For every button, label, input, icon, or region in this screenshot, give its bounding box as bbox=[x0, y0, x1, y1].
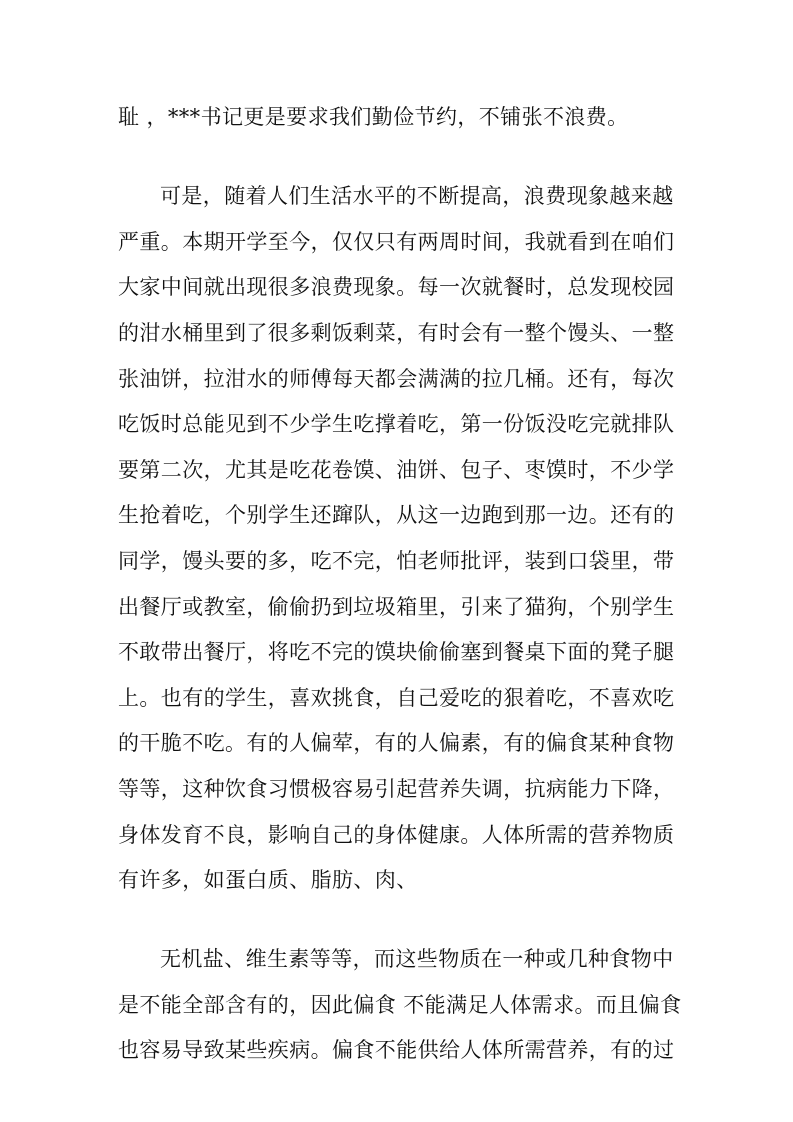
text-line: 耻 ，***书记更是要求我们勤俭节约，不铺张不浪费。 bbox=[118, 105, 629, 129]
text-line: 吃饭时总能见到不少学生吃撑着吃，第一份饭没吃完就排队 bbox=[118, 412, 675, 436]
text-line: 大家中间就出现很多浪费现象。每一次就餐时，总发现校园 bbox=[118, 275, 675, 299]
text-line: 出餐厅或教室，偷偷扔到垃圾箱里，引来了猫狗，个别学生 bbox=[118, 595, 675, 619]
text-line: 可是，随着人们生活水平的不断提高，浪费现象越来越 bbox=[160, 184, 674, 208]
text-line: 无机盐、维生素等等，而这些物质在一种或几种食物中 bbox=[160, 947, 674, 971]
text-line: 的干脆不吃。有的人偏荤，有的人偏素，有的偏食某种食物 bbox=[118, 731, 675, 755]
text-line: 不敢带出餐厅，将吃不完的馍块偷偷塞到餐桌下面的凳子腿 bbox=[118, 640, 675, 664]
text-line: 也容易导致某些疾病。偏食不能供给人体所需营养，有的过 bbox=[118, 1038, 675, 1062]
text-line: 严重。本期开学至今，仅仅只有两周时间，我就看到在咱们 bbox=[118, 230, 675, 254]
text-line: 生抢着吃，个别学生还蹿队，从这一边跑到那一边。还有的 bbox=[118, 503, 675, 527]
text-line: 身体发育不良，影响自己的身体健康。人体所需的营养物质 bbox=[118, 823, 675, 847]
text-line: 要第二次，尤其是吃花卷馍、油饼、包子、枣馍时，不少学 bbox=[118, 458, 675, 482]
text-line: 是不能全部含有的，因此偏食 不能满足人体需求。而且偏食 bbox=[118, 993, 682, 1017]
text-line: 上。也有的学生，喜欢挑食，自己爱吃的狠着吃，不喜欢吃 bbox=[118, 686, 675, 710]
text-line: 的泔水桶里到了很多剩饭剩菜，有时会有一整个馒头、一整 bbox=[118, 321, 675, 345]
text-line: 等等，这种饮食习惯极容易引起营养失调，抗病能力下降， bbox=[118, 777, 675, 801]
text-line: 同学，馒头要的多，吃不完，怕老师批评，装到口袋里，带 bbox=[118, 549, 675, 573]
text-line: 有许多，如蛋白质、脂肪、肉、 bbox=[118, 868, 418, 892]
text-line: 张油饼，拉泔水的师傅每天都会满满的拉几桶。还有，每次 bbox=[118, 367, 675, 391]
